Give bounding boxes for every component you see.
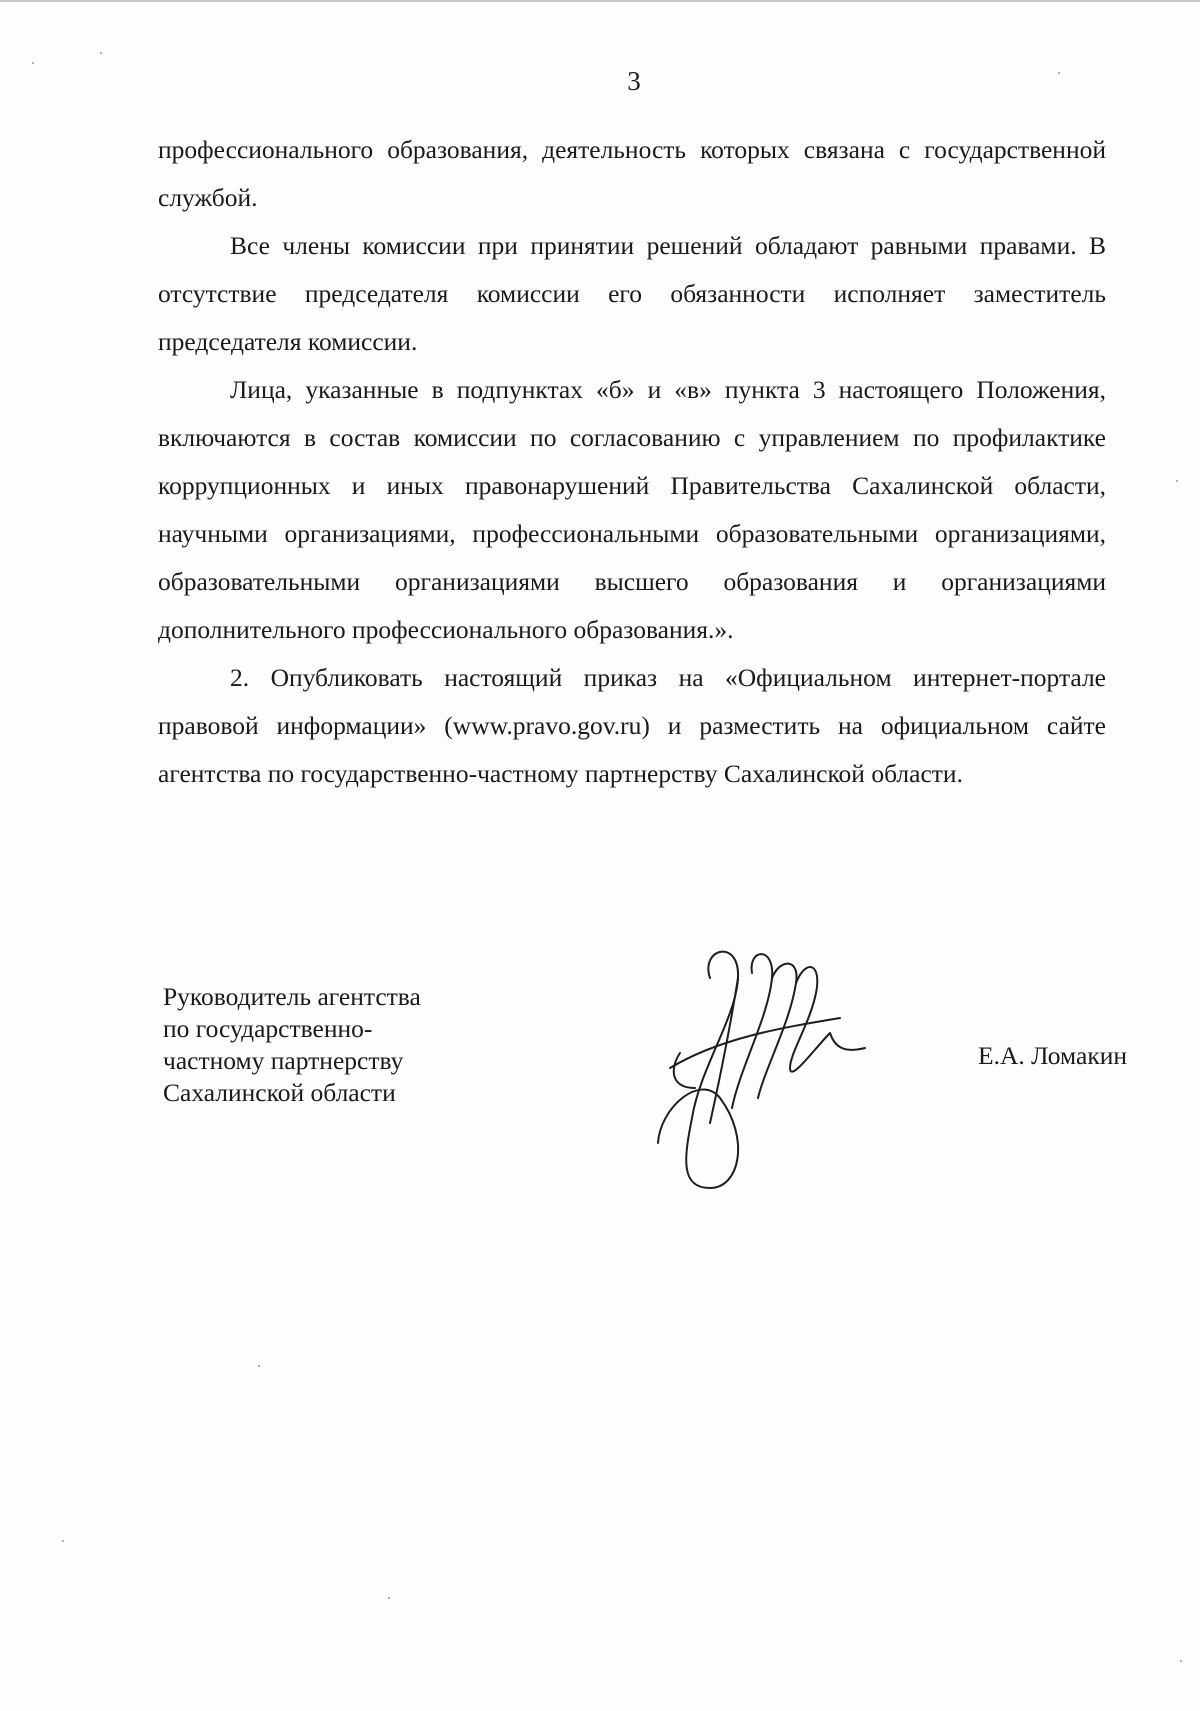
signatory-title: [163, 981, 421, 1109]
scan-speck: [62, 1540, 64, 1542]
scan-speck: [32, 62, 34, 64]
signatory-title-line: частному партнерству: [163, 1046, 404, 1075]
signatory-title-line: по государственно-: [163, 1014, 373, 1043]
signatory-title-line: Руководитель агентства: [163, 982, 421, 1011]
scan-speck: [1176, 480, 1178, 482]
scan-speck: [258, 1365, 260, 1367]
scan-speck: [100, 52, 102, 54]
paragraph-continuation: профессионального образования, деятельность которых связана с государственной службой.: [158, 135, 1106, 212]
scan-speck: [388, 1597, 390, 1599]
scan-speck: [1180, 1660, 1182, 1662]
scan-speck: [1058, 72, 1060, 74]
paragraph-equal-rights: Все члены комиссии при принятии решений обладают равными правами. В отсутствие председателя комиссии его обязанности исполняет заместитель председателя комиссии.: [158, 231, 1106, 356]
page-number: 3: [627, 66, 641, 96]
signatory-title-line: Сахалинской области: [163, 1078, 396, 1107]
paragraph-publish-order: 2. Опубликовать настоящий приказ на «Официальном интернет-портале правовой информации» (www.pravo.gov.ru) и разместить на официальном сайте агентства по государственно-частному партнерству Сахалинской области.: [158, 663, 1106, 788]
handwritten-signature-icon: [640, 938, 900, 1198]
signer-name: Е.А. Ломакин: [978, 1041, 1128, 1070]
document-body: [158, 126, 1106, 798]
page-top-edge: [0, 0, 1200, 2]
paragraph-persons-included: Лица, указанные в подпунктах «б» и «в» пункта 3 настоящего Положения, включаются в состав комиссии по согласованию с управлением по профилактике коррупционных и иных правонарушений Правительства Сахалинской области, научными организациями, профессиональными образовательными организациями, образовательными организациями высшего образования и организациями дополнительного профессионального образования.».: [158, 375, 1106, 644]
